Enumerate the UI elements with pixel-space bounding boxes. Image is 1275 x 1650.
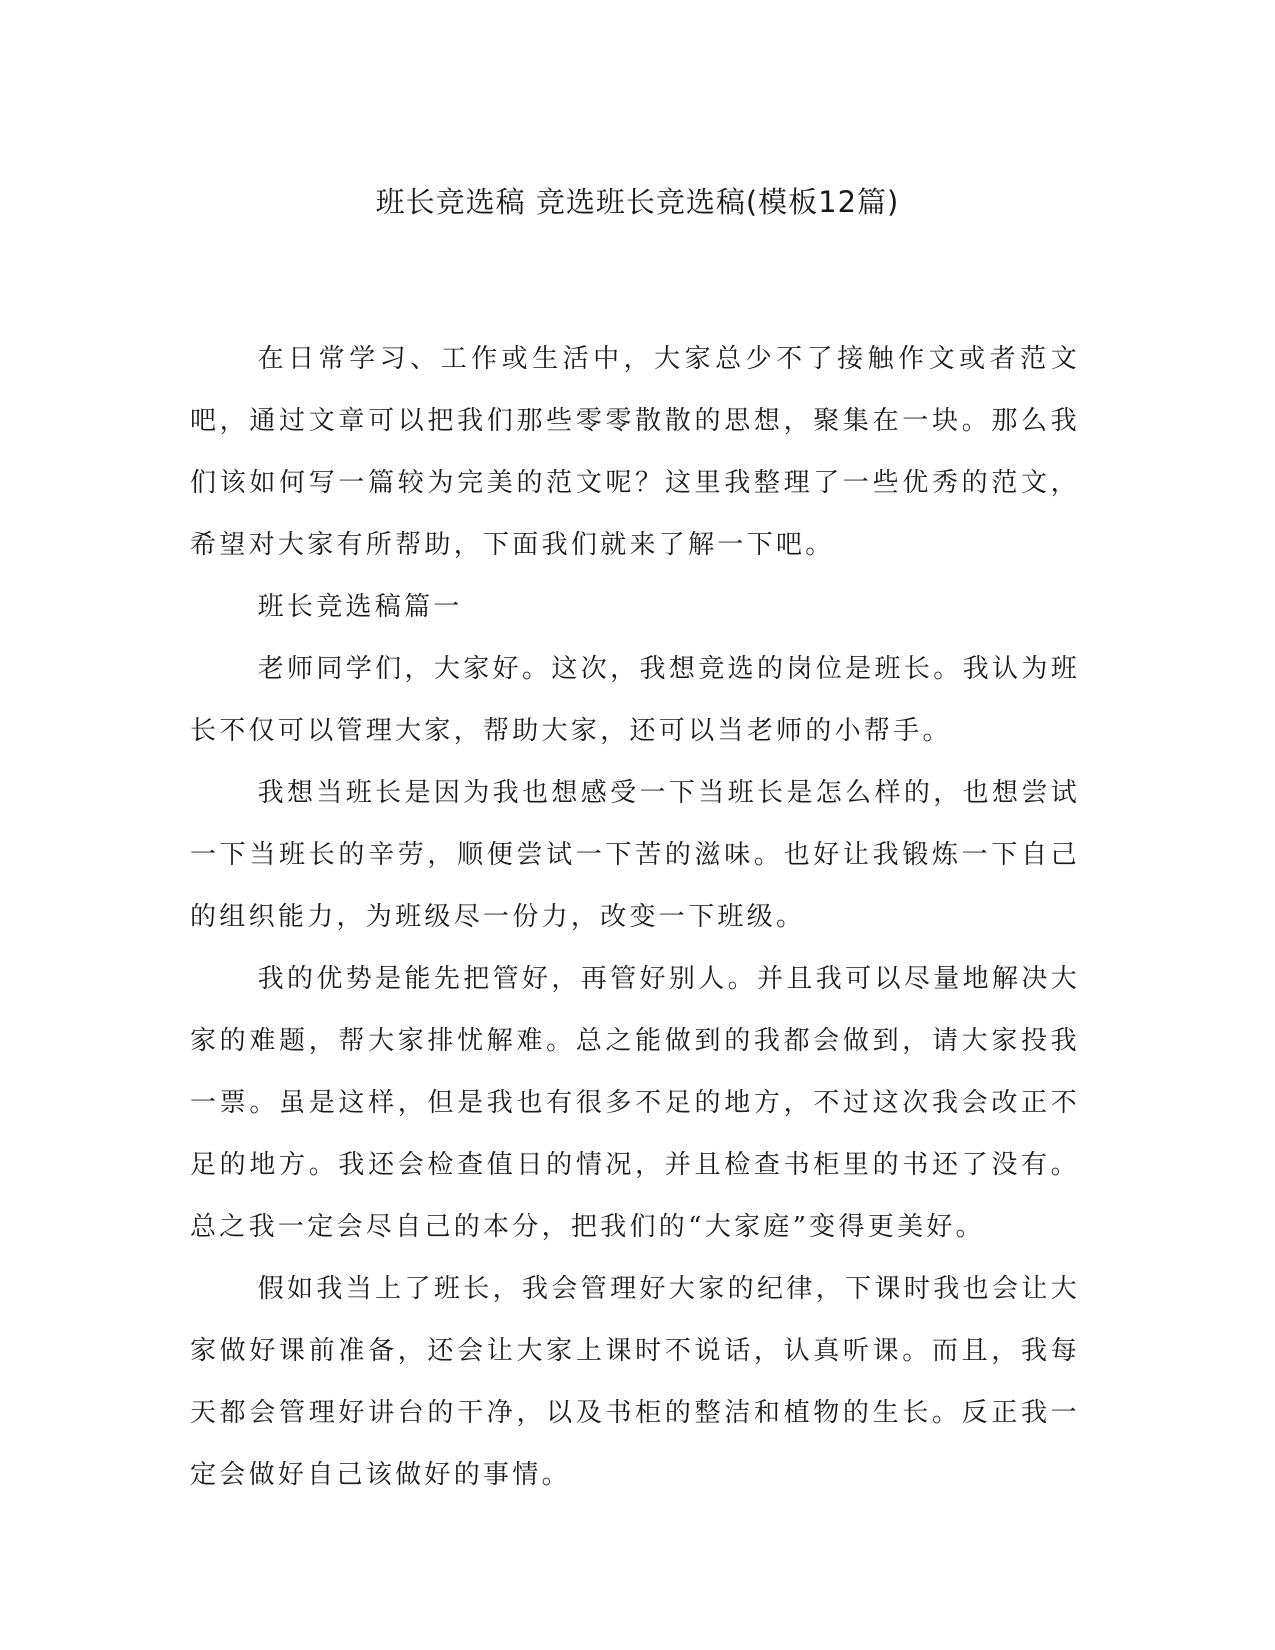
body-paragraph: 我想当班长是因为我也想感受一下当班长是怎么样的，也想尝试一下当班长的辛劳，顺便尝试一下苦的滋味。也好让我锻炼一下自己的组织能力，为班级尽一份力，改变一下班级。 xyxy=(190,778,1080,932)
intro-paragraph: 在日常学习、工作或生活中，大家总少不了接触作文或者范文吧，通过文章可以把我们那些零零散散的思想，聚集在一块。那么我们该如何写一篇较为完美的范文呢？这里我整理了一些优秀的范文，希望对大家有所帮助，下面我们就来了解一下吧。 xyxy=(190,344,1080,560)
body-paragraph: 我的优势是能先把管好，再管好别人。并且我可以尽量地解决大家的难题，帮大家排忧解难。总之能做到的我都会做到，请大家投我一票。虽是这样，但是我也有很多不足的地方，不过这次我会改正不足的地方。我还会检查值日的情况，并且检查书柜里的书还了没有。总之我一定会尽自己的本分，把我们的“大家庭”变得更美好。 xyxy=(190,964,1080,1242)
body-paragraph: 老师同学们，大家好。这次，我想竞选的岗位是班长。我认为班长不仅可以管理大家，帮助大家，还可以当老师的小帮手。 xyxy=(190,654,1080,746)
document-body xyxy=(190,328,1080,1506)
body-paragraph: 假如我当上了班长，我会管理好大家的纪律，下课时我也会让大家做好课前准备，还会让大家上课时不说话，认真听课。而且，我每天都会管理好讲台的干净，以及书柜的整洁和植物的生长。反正我一定会做好自己该做好的事情。 xyxy=(190,1274,1080,1490)
document-title: 班长竞选稿 竞选班长竞选稿(模板12篇) xyxy=(375,185,900,219)
section-heading: 班长竞选稿篇一 xyxy=(257,592,463,622)
